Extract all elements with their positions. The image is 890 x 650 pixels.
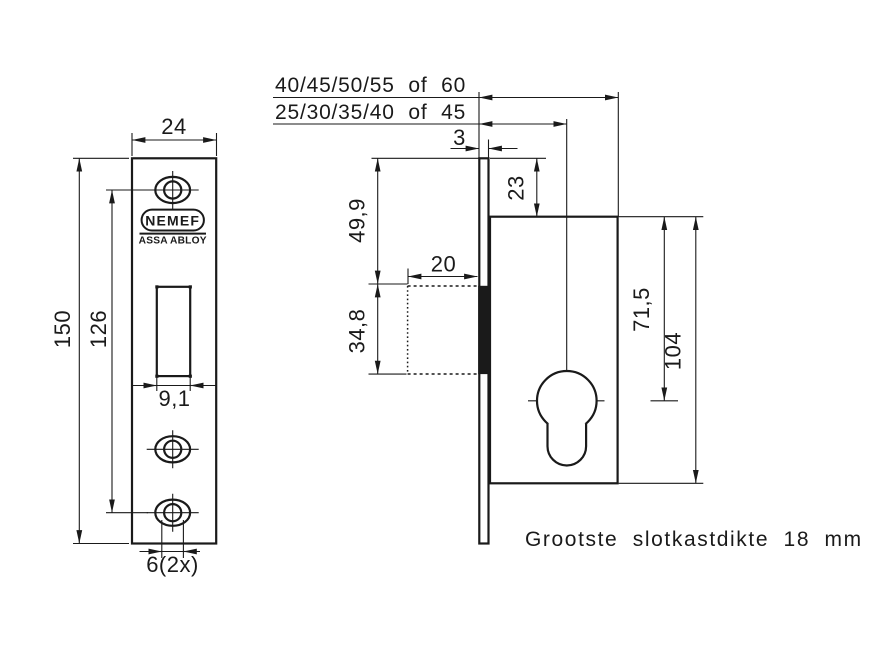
backset-label-line1: 40/45/50/55 of 60 <box>275 74 467 97</box>
slot-corner-dot <box>189 285 192 288</box>
latch-slot-outline <box>157 287 190 376</box>
brand-logo-text: NEMEF <box>145 212 201 229</box>
brand-group-text: ASSA ABLOY <box>138 235 207 247</box>
caseheight-label: 104 <box>660 331 686 371</box>
backset-label-line2: 25/30/35/40 of 45 <box>275 101 467 124</box>
euro-cylinder-circle <box>537 371 597 431</box>
spacing126-label: 126 <box>86 309 111 349</box>
width-dimension-label: 24 <box>161 114 187 139</box>
slot-dimension-label: 9,1 <box>158 386 191 411</box>
bolt-section-fill <box>478 286 488 374</box>
slot-corner-dot <box>155 285 158 288</box>
bolttop-label: 49,9 <box>344 198 370 243</box>
height150-extension-lines <box>73 158 129 543</box>
casetop-label: 23 <box>503 175 529 201</box>
bolttop-extension-lines <box>369 158 479 284</box>
top-extension-lines <box>479 92 618 217</box>
screw-hole-bottom-crosshair <box>147 494 199 532</box>
boltheight-label: 34,8 <box>344 308 370 354</box>
euro-cylinder-hole <box>537 371 597 465</box>
screw-hole-top <box>147 171 199 209</box>
screw-hole-middle-crosshair <box>147 430 199 468</box>
thickness3-label: 3 <box>453 125 466 150</box>
protrusion20-label: 20 <box>430 251 457 277</box>
screw-hole-bottom <box>147 494 199 532</box>
note-text: Grootste slotkastdikte 18 mm <box>525 528 863 551</box>
brand-logo <box>139 210 207 247</box>
screw-hole-top-crosshair <box>147 171 199 209</box>
latch-slot <box>155 285 192 378</box>
cylcenter-label: 71,5 <box>629 287 654 332</box>
screwdim-label: 6(2x) <box>146 552 199 577</box>
slot-corner-dot <box>155 375 158 378</box>
side-view <box>273 74 703 544</box>
front-view <box>50 114 217 577</box>
slot-corner-dot <box>189 375 192 378</box>
height150-label: 150 <box>50 309 75 349</box>
bolt-hidden-edges <box>408 286 479 374</box>
screw-hole-middle <box>147 430 199 468</box>
euro-cylinder-keyway <box>548 423 587 465</box>
